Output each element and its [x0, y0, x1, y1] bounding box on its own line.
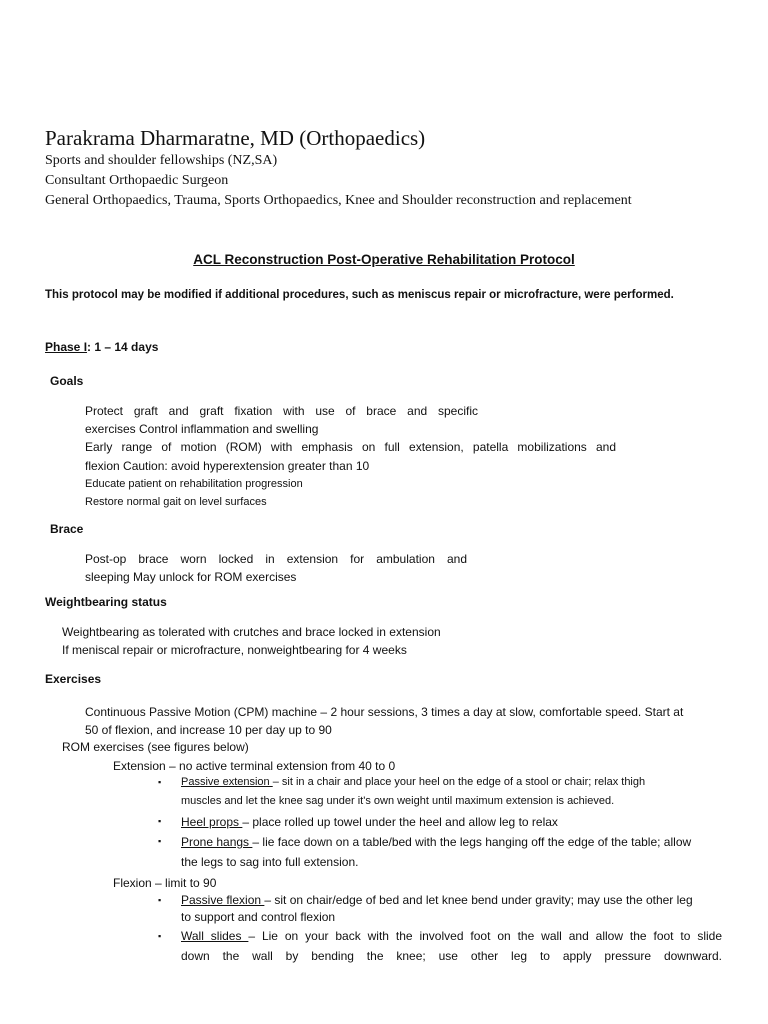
exercises-heading: Exercises	[45, 672, 102, 686]
phase-label: Phase I	[45, 340, 88, 354]
credential-role: Consultant Orthopaedic Surgeon	[45, 173, 229, 188]
brace-heading: Brace	[50, 522, 84, 536]
item-text-continued: the legs to sag into full extension.	[181, 855, 359, 869]
item-term: Passive extension	[181, 776, 273, 788]
weightbearing-line: If meniscal repair or microfracture, nonweightbearing for 4 weeks	[62, 643, 407, 657]
item-text: – place rolled up towel under the heel and allow leg to relax	[242, 815, 558, 829]
rom-heading: ROM exercises (see figures below)	[62, 740, 249, 754]
goals-heading: Goals	[50, 374, 84, 388]
brace-line: sleeping May unlock for ROM exercises	[85, 570, 297, 584]
list-item	[181, 893, 693, 907]
phase-range: : 1 – 14 days	[87, 340, 159, 354]
item-text: – sit on chair/edge of bed and let knee bend under gravity; may use the other leg	[264, 893, 693, 907]
flexion-heading: Flexion – limit to 90	[113, 876, 217, 890]
bullet-icon: ▪	[158, 816, 162, 826]
list-item	[181, 776, 645, 788]
goals-line: Restore normal gait on level surfaces	[85, 496, 267, 508]
bullet-icon: ▪	[158, 895, 162, 905]
weightbearing-heading: Weightbearing status	[45, 595, 167, 609]
bullet-icon: ▪	[158, 836, 162, 846]
goals-line: Educate patient on rehabilitation progression	[85, 478, 303, 490]
credential-specialties: General Orthopaedics, Trauma, Sports Orthopaedics, Knee and Shoulder reconstruction and replacement	[45, 193, 632, 208]
item-text: – Lie on your back with the involved foot on the wall and allow the foot to slide	[248, 929, 723, 943]
weightbearing-line: Weightbearing as tolerated with crutches and brace locked in extension	[62, 625, 441, 639]
item-term: Prone hangs	[181, 835, 253, 849]
goals-line: Early range of motion (ROM) with emphasis on full extension, patella mobilizations and	[85, 440, 616, 454]
list-item	[181, 815, 558, 829]
item-text: – sit in a chair and place your heel on the edge of a stool or chair; relax thigh	[272, 776, 646, 788]
goals-line: flexion Caution: avoid hyperextension greater than 10	[85, 459, 370, 473]
protocol-intro: This protocol may be modified if additional procedures, such as meniscus repair or microfracture, were performed.	[45, 289, 674, 301]
protocol-title: ACL Reconstruction Post-Operative Rehabilitation Protocol	[193, 252, 575, 267]
list-item	[181, 929, 722, 943]
credential-fellowships: Sports and shoulder fellowships (NZ,SA)	[45, 153, 278, 168]
item-term: Wall slides	[181, 929, 249, 943]
doctor-name: Parakrama Dharmaratne, MD (Orthopaedics)	[45, 126, 426, 150]
item-text-continued: down the wall by bending the knee; use other leg to apply pressure downward.	[181, 949, 722, 963]
cpm-line: 50 of flexion, and increase 10 per day up to 90	[85, 723, 332, 737]
bullet-icon: ▪	[158, 931, 162, 941]
goals-line: Protect graft and graft fixation with use of brace and specific	[85, 404, 478, 418]
list-item	[181, 835, 691, 849]
item-text-continued: muscles and let the knee sag under it's own weight until maximum extension is achieved.	[181, 795, 615, 807]
bullet-icon: ▪	[158, 777, 162, 787]
item-text-continued: to support and control flexion	[181, 910, 336, 924]
phase-heading	[45, 340, 158, 354]
item-term: Heel props	[181, 815, 243, 829]
cpm-line: Continuous Passive Motion (CPM) machine – 2 hour sessions, 3 times a day at slow, comfortable speed. Start at	[85, 705, 684, 719]
extension-heading: Extension – no active terminal extension from 40 to 0	[113, 759, 396, 773]
item-text: – lie face down on a table/bed with the legs hanging off the edge of the table; allow	[252, 835, 692, 849]
brace-line: Post-op brace worn locked in extension for ambulation and	[85, 552, 467, 566]
item-term: Passive flexion	[181, 893, 265, 907]
goals-line: exercises Control inflammation and swelling	[85, 422, 319, 436]
